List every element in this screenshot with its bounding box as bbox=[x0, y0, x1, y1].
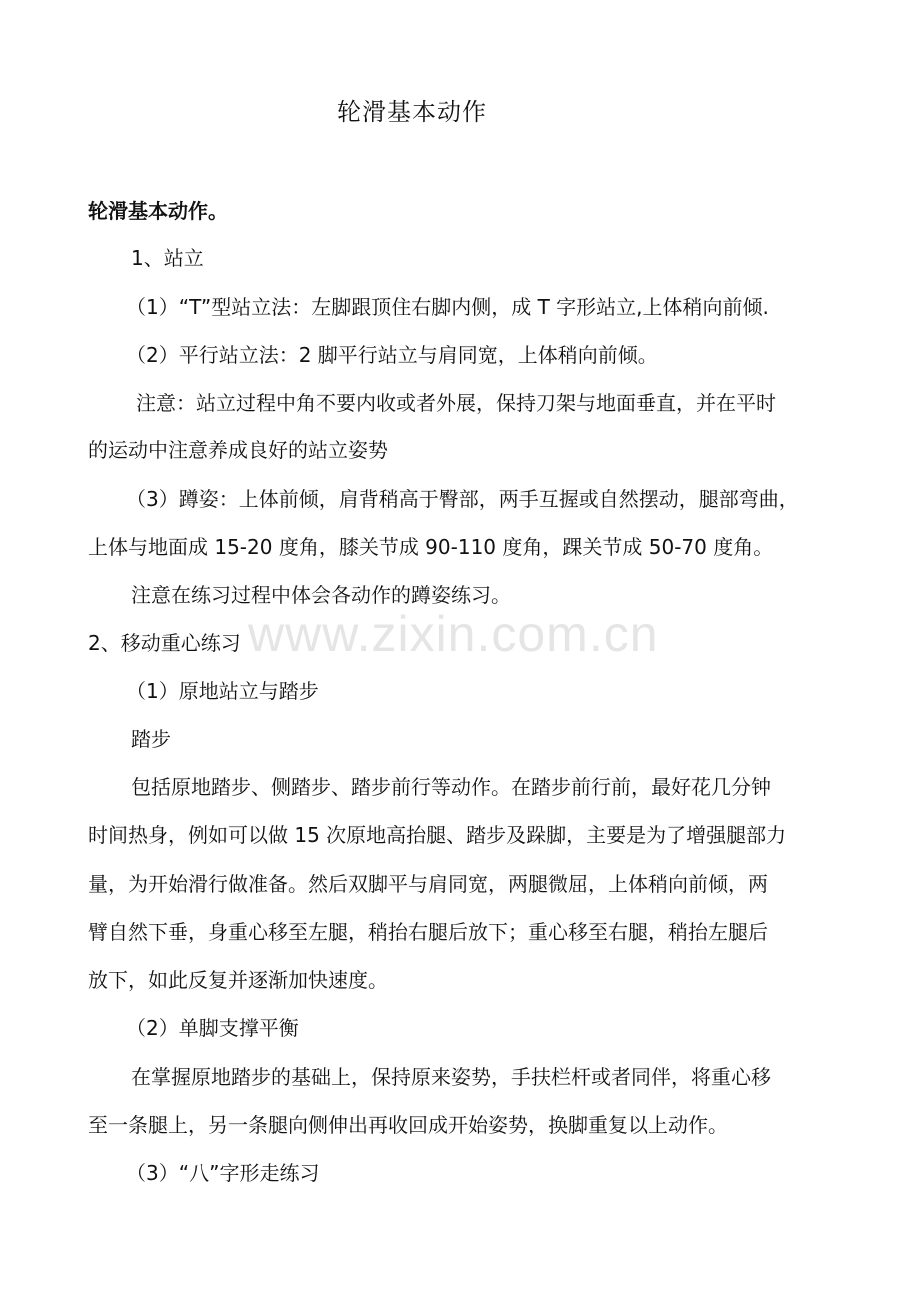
paragraph-line: （3）蹲姿：上体前倾，肩背稍高于臀部，两手互握或自然摆动，腿部弯曲， bbox=[126, 487, 799, 511]
paragraph-line: 的运动中注意养成良好的站立姿势 bbox=[88, 438, 388, 462]
paragraph-line: （2）单脚支撑平衡 bbox=[126, 1016, 299, 1040]
paragraph-line: 至一条腿上，另一条腿向侧伸出再收回成开始姿势，换脚重复以上动作。 bbox=[88, 1113, 728, 1137]
paragraph-line: 2、移动重心练习 bbox=[88, 631, 241, 655]
document-title: 轮滑基本动作 bbox=[337, 98, 487, 126]
paragraph-line: （1）“T”型站立法：左脚跟顶住右脚内侧，成 T 字形站立,上体稍向前倾. bbox=[126, 295, 769, 319]
paragraph-line: 在掌握原地踏步的基础上，保持原来姿势，手扶栏杆或者同伴，将重心移 bbox=[131, 1065, 771, 1089]
watermark: www.zixin.com.cn bbox=[248, 606, 659, 662]
paragraph-line: 1、站立 bbox=[131, 246, 204, 270]
paragraph-line: （2）平行站立法：2 脚平行站立与肩同宽，上体稍向前倾。 bbox=[126, 343, 658, 367]
paragraph-line: 注意：站立过程中角不要内收或者外展，保持刀架与地面垂直，并在平时 bbox=[136, 391, 776, 415]
section-heading: 轮滑基本动作。 bbox=[88, 199, 228, 223]
paragraph-line: 放下，如此反复并逐渐加快速度。 bbox=[88, 968, 388, 992]
paragraph-line: 时间热身，例如可以做 15 次原地高抬腿、踏步及跺脚，主要是为了增强腿部力 bbox=[88, 823, 787, 847]
paragraph-line: （3）“八”字形走练习 bbox=[126, 1161, 320, 1185]
paragraph-line: 上体与地面成 15-20 度角，膝关节成 90-110 度角，踝关节成 50-70 度角。 bbox=[88, 535, 774, 559]
paragraph-line: 踏步 bbox=[131, 727, 171, 751]
paragraph-line: 注意在练习过程中体会各动作的蹲姿练习。 bbox=[131, 583, 511, 607]
paragraph-line: （1）原地站立与踏步 bbox=[126, 679, 319, 703]
paragraph-line: 包括原地踏步、侧踏步、踏步前行等动作。在踏步前行前，最好花几分钟 bbox=[131, 775, 771, 799]
paragraph-line: 臂自然下垂，身重心移至左腿，稍抬右腿后放下；重心移至右腿，稍抬左腿后 bbox=[88, 920, 768, 944]
paragraph-line: 量，为开始滑行做准备。然后双脚平与肩同宽，两腿微屈，上体稍向前倾，两 bbox=[88, 872, 768, 896]
